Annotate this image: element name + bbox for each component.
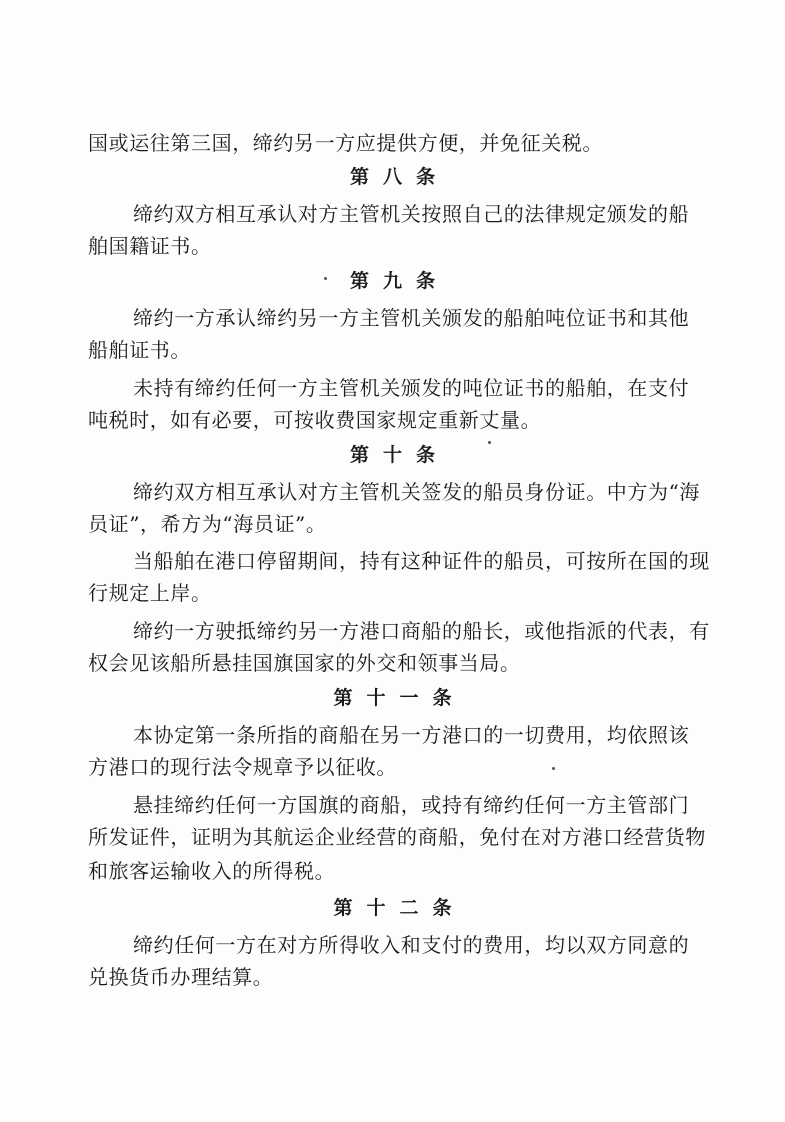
scan-speck <box>488 441 491 444</box>
paragraph-line: 未持有缔约任何一方主管机关颁发的吨位证书的船舶，在支付 <box>133 376 690 400</box>
paragraph-line: 权会见该船所悬挂国旗国家的外交和领事当局。 <box>88 651 521 675</box>
article-heading-12: 第十二条 <box>333 897 466 919</box>
paragraph-line: 员证”，希方为“海员证”。 <box>88 512 327 536</box>
article-heading-11: 第十一条 <box>333 687 466 709</box>
paragraph-line: 行规定上岸。 <box>88 581 212 605</box>
paragraph-line: 缔约双方相互承认对方主管机关签发的船员身份证。中方为“海 <box>133 480 701 504</box>
article-heading-8: 第八条 <box>349 166 449 188</box>
paragraph-line: 缔约一方承认缔约另一方主管机关颁发的船舶吨位证书和其他 <box>133 306 690 330</box>
scan-speck <box>324 277 327 280</box>
paragraph-line: 悬挂缔约任何一方国旗的商船，或持有缔约任何一方主管部门 <box>133 793 690 817</box>
paragraph-line: 缔约任何一方在对方所得收入和支付的费用，均以双方同意的 <box>133 933 690 957</box>
paragraph-line: 船舶证书。 <box>88 338 191 362</box>
paragraph-line: 舶国籍证书。 <box>88 234 212 258</box>
paragraph-line: 吨税时，如有必要，可按收费国家规定重新丈量。 <box>88 408 542 432</box>
paragraph-line: 所发证件，证明为其航运企业经营的商船，免付在对方港口经营货物 <box>88 825 706 849</box>
scan-speck <box>552 767 555 770</box>
text-line: 国或运往第三国，缔约另一方应提供方便，并免征关税。 <box>88 131 603 155</box>
article-heading-10: 第十条 <box>349 444 449 466</box>
paragraph-line: 缔约双方相互承认对方主管机关按照自己的法律规定颁发的船 <box>133 202 690 226</box>
paragraph-line: 和旅客运输收入的所得税。 <box>88 859 336 883</box>
article-heading-9: 第九条 <box>349 270 449 292</box>
paragraph-line: 本协定第一条所指的商船在另一方港口的一切费用，均依照该 <box>133 723 690 747</box>
paragraph-line: 缔约一方驶抵缔约另一方港口商船的船长，或他指派的代表，有 <box>133 619 710 643</box>
paragraph-line: 兑换货币办理结算。 <box>88 965 274 989</box>
paragraph-line: 方港口的现行法令规章予以征收。 <box>88 755 397 779</box>
paragraph-line: 当船舶在港口停留期间，持有这种证件的船员，可按所在国的现 <box>133 549 710 573</box>
